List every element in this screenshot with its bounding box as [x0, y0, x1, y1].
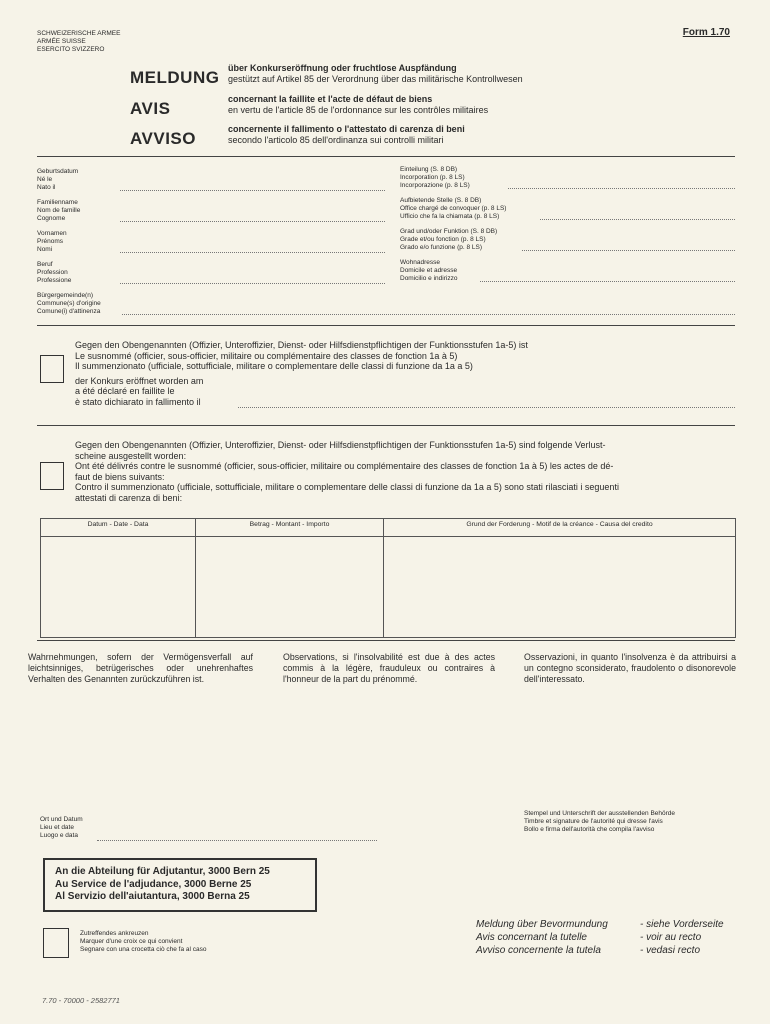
label-it: Comune(i) d'attinenza [37, 308, 101, 315]
tutelage-references [476, 918, 724, 957]
bankruptcy-line-de: Gegen den Obengenannten (Offizier, Unteroffizier, Dienst- oder Hilfsdienstpflichtigen der Funktionsstufen 1a-5) ist [75, 340, 528, 350]
bankruptcy-date-label-it: è stato dichiarato in fallimento il [75, 396, 201, 407]
label-de: Beruf [37, 261, 53, 268]
loss-line-2: scheine ausgestellt worden: [75, 450, 187, 461]
cell-reason[interactable] [384, 537, 736, 638]
issuer-it: ESERCITO SVIZZERO [37, 46, 105, 53]
label-fr: Domicile et adresse [400, 267, 458, 274]
address-fr: Au Service de l'adjudance, 3000 Berne 25 [55, 878, 252, 890]
bankruptcy-date-label-fr: a été déclaré en faillite le [75, 386, 175, 396]
legend-checkbox [43, 928, 69, 958]
stamp-de: Stempel und Unterschrift der ausstellenden Behörde [524, 810, 676, 817]
title-meldung-line1: über Konkurseröffnung oder fruchtlose Auspfändung [228, 63, 457, 73]
issuer-fr: ARMÉE SUISSE [37, 38, 86, 45]
divider-table [37, 640, 735, 641]
title-avis-text [228, 94, 488, 115]
cell-amount[interactable] [196, 537, 384, 638]
bankruptcy-checkbox[interactable] [40, 355, 64, 383]
label-fr: Incorporation (p. 8 LS) [400, 174, 465, 181]
loss-certificates-table [40, 518, 736, 638]
observations-it [524, 652, 736, 685]
label-fr: Office chargé de convoquer (p. 8 LS) [400, 205, 507, 212]
label-de: Bürgergemeinde(n) [37, 292, 94, 299]
tutelage-fr-right: - voir au recto [640, 932, 702, 943]
birthdate-input[interactable] [120, 190, 385, 191]
address-it: Al Servizio dell'aiutantura, 3000 Berna 25 [55, 891, 250, 902]
tutelage-row-fr [476, 931, 724, 944]
bankruptcy-date-label-de: der Konkurs eröffnet worden am [75, 375, 204, 386]
observations-fr-text: Observations, si l'insolvabilité est due à des actes commis à la légère, frauduleux ou contraires à l'honneur de la part du prénommé. [283, 652, 495, 684]
tutelage-it-left: Avviso concernente la tutela [476, 945, 601, 956]
profession-input[interactable] [120, 283, 385, 284]
place-date-de: Ort und Datum [40, 816, 83, 823]
address-input[interactable] [480, 281, 735, 282]
divider-section1 [37, 425, 735, 426]
label-fr: Grade et/ou fonction (p. 8 LS) [400, 236, 486, 243]
address-de: An die Abteilung für Adjutantur, 3000 Bern 25 [55, 866, 270, 877]
first-names-input[interactable] [120, 252, 385, 253]
title-avis: AVIS [130, 99, 171, 118]
field-birthdate [37, 168, 78, 192]
title-meldung-line2: gestützt auf Artikel 85 der Verordnung über das militärische Kontrollwesen [228, 73, 523, 84]
mark-instruction-de: Zutreffendes ankreuzen [80, 930, 149, 937]
bankruptcy-date-input[interactable] [238, 407, 735, 408]
address-box [43, 858, 317, 912]
field-profession [37, 261, 71, 285]
tutelage-de-left: Meldung über Bevormundung [476, 919, 608, 930]
label-fr: Nom de famille [37, 207, 81, 214]
title-avis-line2: en vertu de l'article 85 de l'ordonnance sur les contrôles militaires [228, 104, 489, 115]
label-fr: Prénoms [37, 238, 64, 245]
label-it: Grado e/o funzione (p. 8 LS) [400, 244, 483, 251]
label-fr: Né le [37, 176, 53, 183]
observations-de-text: Wahrnehmungen, sofern der Vermögensverfall auf leichtsinniges, betrügerisches oder unehrenhaftes Verhalten des Genannten zurückzuführen ist. [28, 652, 253, 684]
tutelage-row-it [476, 944, 724, 957]
label-fr: Commune(s) d'origine [37, 300, 101, 307]
loss-line-6: attestati di carenza di beni: [75, 492, 183, 503]
title-meldung-text [228, 63, 523, 84]
cell-date[interactable] [41, 537, 196, 638]
field-first-names [37, 230, 67, 254]
header-reason: Grund der Forderung - Motif de la créance - Causa del credito [384, 519, 736, 537]
title-avviso-line2: secondo l'articolo 85 dell'ordinanza sui controlli militari [228, 134, 444, 145]
label-it: Professione [37, 277, 72, 284]
label-de: Einteilung (S. 8 DB) [400, 166, 458, 173]
stamp-fr: Timbre et signature de l'autorité qui dresse l'avis [524, 818, 663, 825]
mark-instruction-it: Segnare con una crocetta ciò che fa al caso [80, 946, 207, 953]
section-loss-certificates-text [75, 440, 735, 503]
divider-fields [37, 325, 735, 326]
footer-code: 7.70 - 70000 - 2582771 [42, 996, 120, 1005]
observations-it-text: Osservazioni, in quanto l'insolvenza è da attribuirsi a un contegno sconsiderato, fraudolento o disonorevole dell'interessato. [524, 652, 736, 684]
family-name-input[interactable] [120, 221, 385, 222]
field-calling-office [400, 197, 506, 221]
place-date-input[interactable] [97, 840, 377, 841]
place-date-fr: Lieu et date [40, 824, 74, 831]
loss-line-4: faut de biens suivants: [75, 471, 165, 482]
field-rank [400, 228, 497, 252]
stamp-signature-label [524, 810, 675, 834]
bankruptcy-line-fr: Le susnommé (officier, sous-officier, militaire ou complémentaire des classes de fonction 1a à 5) [75, 350, 458, 361]
title-avis-line1: concernant la faillite et l'acte de défaut de biens [228, 94, 433, 104]
observations-de [28, 652, 253, 685]
origin-input[interactable] [122, 314, 735, 315]
tutelage-de-right: - siehe Vorderseite [640, 919, 724, 930]
label-de: Geburtsdatum [37, 168, 79, 175]
place-date-it: Luogo e data [40, 832, 78, 839]
label-it: Domicilio e indirizzo [400, 275, 458, 282]
section-bankruptcy-text [75, 340, 528, 407]
issuer-de: SCHWEIZERISCHE ARMEE [37, 30, 121, 37]
issuer-block [37, 30, 120, 54]
loss-line-3: Ont été délivrés contre le susnommé (officier, sous-officier, militaire ou complémentaire des classes de fonction 1a à 5) les actes de dé- [75, 461, 614, 471]
field-origin [37, 292, 101, 316]
loss-line-5: Contro il summenzionato (ufficiale, sottufficiale, militare o complementare delle classi di funzione da 1a a 5) sono stati rilasciati i seguenti [75, 482, 619, 492]
field-address [400, 259, 457, 283]
label-it: Incorporazione (p. 8 LS) [400, 182, 470, 189]
header-amount: Betrag - Montant - Importo [196, 519, 384, 537]
label-de: Grad und/oder Funktion (S. 8 DB) [400, 228, 498, 235]
label-fr: Profession [37, 269, 68, 276]
divider-top [37, 156, 735, 157]
label-it: Nato il [37, 184, 56, 191]
title-avviso: AVVISO [130, 129, 196, 148]
label-de: Aufbietende Stelle (S. 8 DB) [400, 197, 482, 204]
field-incorporation [400, 166, 470, 190]
label-de: Vornamen [37, 230, 67, 237]
title-avviso-line1: concernente il fallimento o l'attestato di carenza di beni [228, 124, 465, 134]
tutelage-row-de [476, 918, 724, 931]
tutelage-fr-left: Avis concernant la tutelle [476, 932, 587, 943]
header-date: Datum - Date - Data [41, 519, 196, 537]
title-meldung: MELDUNG [130, 68, 220, 87]
field-family-name [37, 199, 80, 223]
observations-fr [283, 652, 495, 685]
loss-line-1: Gegen den Obengenannten (Offizier, Unteroffizier, Dienst- oder Hilfsdienstpflichtigen der Funktionsstufen 1a-5) sind folgende Verlust- [75, 440, 606, 450]
calling-office-input[interactable] [540, 219, 735, 220]
incorporation-input[interactable] [508, 188, 735, 189]
loss-certificates-checkbox[interactable] [40, 462, 64, 490]
label-de: Familienname [37, 199, 78, 206]
label-it: Cognome [37, 215, 66, 222]
label-de: Wohnadresse [400, 259, 440, 266]
bankruptcy-line-it: Il summenzionato (ufficiale, sottufficiale, militare o complementare delle classi di funzione da 1a a 5) [75, 361, 473, 371]
label-it: Nomi [37, 246, 53, 253]
rank-input[interactable] [522, 250, 735, 251]
mark-instruction-fr: Marquer d'une croix ce qui convient [80, 938, 183, 945]
place-date-label [40, 816, 83, 840]
form-number: Form 1.70 [682, 27, 730, 38]
tutelage-it-right: - vedasi recto [640, 945, 701, 956]
title-avviso-text [228, 124, 465, 145]
mark-instruction [80, 930, 206, 954]
label-it: Ufficio che fa la chiamata (p. 8 LS) [400, 213, 500, 220]
stamp-it: Bollo e firma dell'autorità che compila l'avviso [524, 826, 655, 833]
